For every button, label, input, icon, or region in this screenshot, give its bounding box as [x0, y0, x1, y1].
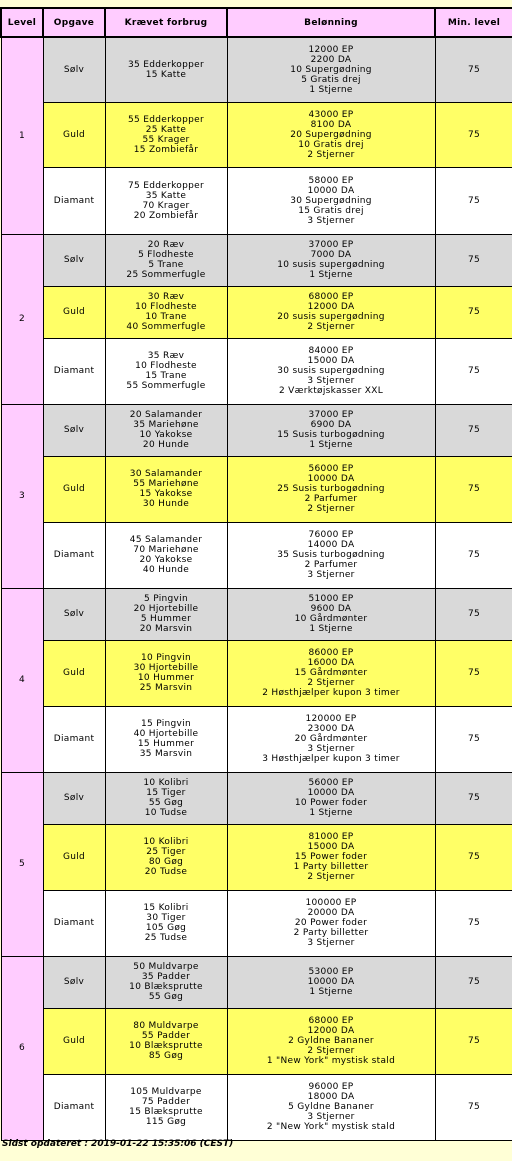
belonning-line: 16000 DA [307, 658, 355, 668]
forbrug-line: 30 Hunde [142, 499, 190, 509]
table-row [1, 234, 512, 286]
belonning-line: 12000 DA [307, 302, 355, 312]
forbrug-line: 85 Gøg [148, 1051, 184, 1061]
belonning-line: 15 Power foder [294, 852, 368, 862]
min-level-cell: 75 [435, 706, 512, 772]
forbrug-line: 15 Kolibri [143, 903, 189, 913]
forbrug-line: 25 Sommerfugle [126, 270, 206, 280]
belonning-line: 2 Party billetter [293, 928, 369, 938]
forbrug-line: 35 Marsvin [139, 749, 193, 759]
forbrug-cell [105, 37, 227, 102]
belonning-line: 10 Gratis drej [298, 139, 364, 150]
table-row [1, 824, 512, 890]
belonning-line: 7000 DA [310, 250, 352, 260]
belonning-cell [227, 456, 435, 522]
opgave-cell: Sølv [43, 234, 105, 286]
table-row [1, 772, 512, 824]
min-level-cell: 75 [435, 824, 512, 890]
level-cell: 2 [1, 234, 43, 404]
forbrug-line: 75 Padder [141, 1097, 191, 1107]
belonning-line: 84000 EP [308, 346, 354, 356]
forbrug-line: 70 Mariehøne [133, 545, 199, 555]
belonning-line: 18000 DA [307, 1092, 355, 1102]
belonning-line: 2 Stjerner [307, 149, 355, 160]
forbrug-line: 35 Edderkopper [128, 59, 204, 70]
belonning-line: 120000 EP [305, 714, 357, 724]
min-level-cell: 75 [435, 588, 512, 640]
forbrug-line: 30 Tiger [146, 913, 186, 923]
header-row [1, 8, 512, 37]
forbrug-line: 10 Pingvin [141, 653, 191, 663]
opgave-cell: Sølv [43, 37, 105, 102]
table-row [1, 102, 512, 167]
forbrug-cell [105, 522, 227, 588]
forbrug-line: 55 Mariehøne [133, 479, 199, 489]
belonning-cell [227, 956, 435, 1008]
min-level-cell: 75 [435, 234, 512, 286]
min-level-cell: 75 [435, 1074, 512, 1140]
level-cell: 1 [1, 37, 43, 234]
belonning-line: 15 Gårdmønter [294, 668, 368, 678]
min-level-cell: 75 [435, 456, 512, 522]
belonning-cell [227, 286, 435, 338]
belonning-cell [227, 706, 435, 772]
forbrug-line: 10 Flodheste [135, 302, 197, 312]
min-level-cell: 75 [435, 640, 512, 706]
table-row [1, 404, 512, 456]
table-row [1, 37, 512, 102]
belonning-cell [227, 37, 435, 102]
forbrug-cell [105, 640, 227, 706]
belonning-line: 10 susis supergødning [277, 260, 385, 270]
forbrug-line: 10 Kolibri [143, 778, 189, 788]
belonning-line: 3 Stjerner [307, 744, 355, 754]
forbrug-line: 10 Kolibri [143, 837, 189, 847]
opgave-cell: Diamant [43, 706, 105, 772]
belonning-line: 68000 EP [308, 1016, 354, 1026]
belonning-line: 2 Stjerner [307, 678, 355, 688]
forbrug-line: 45 Salamander [129, 535, 203, 545]
opgave-cell: Diamant [43, 338, 105, 404]
forbrug-line: 35 Katte [145, 190, 187, 201]
belonning-line: 2200 DA [310, 54, 352, 65]
opgave-cell: Diamant [43, 522, 105, 588]
forbrug-cell [105, 890, 227, 956]
forbrug-line: 10 Hummer [137, 673, 195, 683]
belonning-line: 8100 DA [310, 119, 352, 130]
forbrug-line: 80 Muldvarpe [133, 1021, 199, 1031]
opgave-cell: Sølv [43, 404, 105, 456]
opgave-cell: Guld [43, 286, 105, 338]
belonning-cell [227, 890, 435, 956]
belonning-line: 100000 EP [305, 898, 357, 908]
belonning-line: 58000 EP [308, 175, 354, 186]
table-row [1, 522, 512, 588]
belonning-line: 1 "New York" mystisk stald [266, 1056, 396, 1066]
min-level-cell: 75 [435, 286, 512, 338]
forbrug-line: 15 Katte [145, 69, 187, 80]
belonning-line: 2 Gyldne Bananer [288, 1036, 374, 1046]
belonning-cell [227, 824, 435, 890]
forbrug-line: 15 Tiger [146, 788, 186, 798]
belonning-line: 3 Stjerner [307, 1112, 355, 1122]
belonning-line: 1 Stjerne [309, 84, 353, 95]
min-level-cell: 75 [435, 522, 512, 588]
forbrug-line: 30 Hjortebille [133, 663, 199, 673]
belonning-line: 9600 DA [310, 604, 352, 614]
belonning-line: 2 Høsthjælper kupon 3 timer [262, 688, 400, 698]
min-level-cell: 75 [435, 338, 512, 404]
belonning-line: 10000 DA [307, 474, 355, 484]
belonning-line: 15 Susis turbogødning [277, 430, 385, 440]
belonning-line: 12000 DA [307, 1026, 355, 1036]
belonning-line: 2 Parfumer [304, 494, 358, 504]
level-cell: 6 [1, 956, 43, 1140]
belonning-line: 2 Parfumer [304, 560, 358, 570]
belonning-cell [227, 102, 435, 167]
belonning-line: 56000 EP [308, 464, 354, 474]
forbrug-line: 70 Krager [142, 200, 190, 211]
table-row [1, 890, 512, 956]
forbrug-line: 40 Hunde [142, 565, 190, 575]
belonning-line: 15000 DA [307, 842, 355, 852]
forbrug-line: 55 Edderkopper [128, 114, 204, 125]
opgave-cell: Guld [43, 102, 105, 167]
belonning-line: 86000 EP [308, 648, 354, 658]
forbrug-cell [105, 338, 227, 404]
forbrug-line: 55 Gøg [148, 798, 184, 808]
level-cell: 5 [1, 772, 43, 956]
belonning-line: 10000 DA [307, 788, 355, 798]
forbrug-line: 40 Hjortebille [133, 729, 199, 739]
forbrug-line: 10 Tudse [144, 808, 188, 818]
belonning-line: 76000 EP [308, 530, 354, 540]
belonning-line: 30 Supergødning [290, 195, 372, 206]
belonning-cell [227, 588, 435, 640]
opgave-cell: Guld [43, 456, 105, 522]
forbrug-line: 10 Blæksprutte [129, 982, 203, 992]
forbrug-cell [105, 167, 227, 234]
belonning-line: 20 Power foder [294, 918, 368, 928]
forbrug-cell [105, 706, 227, 772]
belonning-line: 2 Stjerner [307, 504, 355, 514]
belonning-line: 23000 DA [307, 724, 355, 734]
belonning-line: 3 Stjerner [307, 215, 355, 226]
opgave-cell: Guld [43, 824, 105, 890]
belonning-line: 2 "New York" mystisk stald [266, 1122, 396, 1132]
forbrug-line: 35 Ræv [147, 351, 185, 361]
min-level-cell: 75 [435, 404, 512, 456]
opgave-cell: Sølv [43, 588, 105, 640]
forbrug-line: 115 Gøg [145, 1117, 187, 1127]
belonning-line: 2 Værktøjskasser XXL [278, 386, 384, 396]
forbrug-cell [105, 772, 227, 824]
forbrug-line: 25 Tudse [144, 933, 188, 943]
forbrug-line: 20 Marsvin [139, 624, 193, 634]
forbrug-cell [105, 824, 227, 890]
belonning-line: 68000 EP [308, 292, 354, 302]
opgave-cell: Sølv [43, 772, 105, 824]
level-cell: 4 [1, 588, 43, 772]
forbrug-line: 15 Hummer [137, 739, 195, 749]
table-row [1, 456, 512, 522]
min-level-cell: 75 [435, 1008, 512, 1074]
table-row [1, 588, 512, 640]
forbrug-cell [105, 286, 227, 338]
forbrug-line: 20 Zombiefår [133, 210, 199, 221]
belonning-cell [227, 338, 435, 404]
header-forbrug: Krævet forbrug [105, 8, 227, 37]
min-level-cell: 75 [435, 772, 512, 824]
table-row [1, 1008, 512, 1074]
belonning-line: 10 Supergødning [290, 64, 372, 75]
header-opgave: Opgave [43, 8, 105, 37]
rewards-table [0, 7, 512, 1141]
forbrug-line: 10 Yakokse [139, 430, 193, 440]
min-level-cell: 75 [435, 102, 512, 167]
belonning-line: 1 Stjerne [309, 987, 353, 997]
belonning-line: 1 Party billetter [293, 862, 369, 872]
belonning-line: 15 Gratis drej [298, 205, 364, 216]
table-row [1, 286, 512, 338]
belonning-cell [227, 772, 435, 824]
belonning-line: 37000 EP [308, 410, 354, 420]
opgave-cell: Diamant [43, 1074, 105, 1140]
forbrug-line: 15 Yakokse [139, 489, 193, 499]
belonning-line: 3 Stjerner [307, 938, 355, 948]
belonning-line: 15000 DA [307, 356, 355, 366]
belonning-cell [227, 522, 435, 588]
forbrug-line: 50 Muldvarpe [133, 962, 199, 972]
forbrug-line: 25 Tiger [146, 847, 186, 857]
belonning-cell [227, 234, 435, 286]
forbrug-line: 75 Edderkopper [128, 180, 204, 191]
forbrug-line: 10 Blæksprutte [129, 1041, 203, 1051]
forbrug-line: 55 Sommerfugle [126, 381, 206, 391]
opgave-cell: Sølv [43, 956, 105, 1008]
belonning-cell [227, 640, 435, 706]
table-row [1, 1074, 512, 1140]
belonning-line: 35 Susis turbogødning [277, 550, 385, 560]
belonning-line: 5 Gyldne Bananer [288, 1102, 374, 1112]
belonning-line: 30 susis supergødning [277, 366, 385, 376]
header-level: Level [1, 8, 43, 37]
belonning-line: 56000 EP [308, 778, 354, 788]
table-row [1, 167, 512, 234]
forbrug-line: 30 Salamander [129, 469, 203, 479]
belonning-line: 53000 EP [308, 967, 354, 977]
forbrug-cell [105, 1008, 227, 1074]
belonning-line: 2 Stjerner [307, 872, 355, 882]
belonning-line: 20 Supergødning [290, 129, 372, 140]
last-updated: Sidst opdateret : 2019-01-22 15:35:06 (CEST) [2, 1139, 234, 1149]
belonning-line: 20000 DA [307, 908, 355, 918]
belonning-cell [227, 404, 435, 456]
forbrug-line: 10 Trane [145, 312, 187, 322]
forbrug-line: 15 Blæksprutte [129, 1107, 203, 1117]
forbrug-line: 40 Sommerfugle [126, 322, 206, 332]
forbrug-line: 20 Yakokse [139, 555, 193, 565]
forbrug-cell [105, 956, 227, 1008]
belonning-line: 81000 EP [308, 832, 354, 842]
belonning-line: 5 Gratis drej [301, 74, 361, 85]
belonning-line: 3 Stjerner [307, 376, 355, 386]
forbrug-line: 30 Ræv [147, 292, 185, 302]
forbrug-line: 55 Padder [141, 1031, 191, 1041]
forbrug-line: 5 Pingvin [144, 594, 188, 604]
min-level-cell: 75 [435, 890, 512, 956]
forbrug-line: 20 Salamander [129, 410, 203, 420]
belonning-line: 20 Gårdmønter [294, 734, 368, 744]
forbrug-line: 20 Hunde [142, 440, 190, 450]
forbrug-line: 25 Katte [145, 124, 187, 135]
belonning-line: 37000 EP [308, 240, 354, 250]
forbrug-line: 105 Gøg [145, 923, 187, 933]
forbrug-line: 5 Flodheste [138, 250, 194, 260]
table-row [1, 706, 512, 772]
belonning-line: 10000 DA [307, 977, 355, 987]
forbrug-line: 15 Pingvin [141, 719, 191, 729]
opgave-cell: Diamant [43, 167, 105, 234]
table-row [1, 640, 512, 706]
belonning-line: 14000 DA [307, 540, 355, 550]
forbrug-cell [105, 234, 227, 286]
belonning-line: 10 Power foder [294, 798, 368, 808]
belonning-line: 43000 EP [308, 109, 354, 120]
belonning-line: 1 Stjerne [309, 624, 353, 634]
opgave-cell: Diamant [43, 890, 105, 956]
belonning-line: 3 Stjerner [307, 570, 355, 580]
forbrug-line: 20 Ræv [147, 240, 185, 250]
forbrug-line: 15 Zombiefår [133, 144, 199, 155]
min-level-cell: 75 [435, 956, 512, 1008]
forbrug-cell [105, 588, 227, 640]
forbrug-line: 105 Muldvarpe [130, 1087, 202, 1097]
belonning-line: 3 Høsthjælper kupon 3 timer [262, 754, 400, 764]
forbrug-line: 35 Mariehøne [133, 420, 199, 430]
forbrug-line: 55 Gøg [148, 992, 184, 1002]
table-row [1, 338, 512, 404]
opgave-cell: Guld [43, 1008, 105, 1074]
belonning-line: 6900 DA [310, 420, 352, 430]
belonning-line: 96000 EP [308, 1082, 354, 1092]
header-belonning: Belønning [227, 8, 435, 37]
belonning-line: 25 Susis turbogødning [277, 484, 385, 494]
belonning-line: 1 Stjerne [309, 440, 353, 450]
table-body [1, 37, 512, 1140]
belonning-line: 2 Stjerner [307, 322, 355, 332]
forbrug-cell [105, 102, 227, 167]
forbrug-line: 55 Krager [142, 134, 190, 145]
table-row [1, 956, 512, 1008]
forbrug-line: 10 Flodheste [135, 361, 197, 371]
forbrug-cell [105, 456, 227, 522]
min-level-cell: 75 [435, 37, 512, 102]
forbrug-cell [105, 404, 227, 456]
belonning-line: 12000 EP [308, 44, 354, 55]
belonning-line: 51000 EP [308, 594, 354, 604]
min-level-cell: 75 [435, 167, 512, 234]
belonning-line: 1 Stjerne [309, 808, 353, 818]
header-min-level: Min. level [435, 8, 512, 37]
forbrug-cell [105, 1074, 227, 1140]
belonning-line: 1 Stjerne [309, 270, 353, 280]
forbrug-line: 35 Padder [141, 972, 191, 982]
belonning-cell [227, 1008, 435, 1074]
belonning-cell [227, 167, 435, 234]
opgave-cell: Guld [43, 640, 105, 706]
belonning-line: 10000 DA [307, 185, 355, 196]
belonning-line: 2 Stjerner [307, 1046, 355, 1056]
forbrug-line: 80 Gøg [148, 857, 184, 867]
forbrug-line: 15 Trane [145, 371, 187, 381]
forbrug-line: 20 Tudse [144, 867, 188, 877]
level-cell: 3 [1, 404, 43, 588]
forbrug-line: 5 Trane [148, 260, 184, 270]
forbrug-line: 5 Hummer [140, 614, 192, 624]
forbrug-line: 20 Hjortebille [133, 604, 199, 614]
belonning-line: 10 Gårdmønter [294, 614, 368, 624]
belonning-cell [227, 1074, 435, 1140]
belonning-line: 20 susis supergødning [277, 312, 385, 322]
forbrug-line: 25 Marsvin [139, 683, 193, 693]
